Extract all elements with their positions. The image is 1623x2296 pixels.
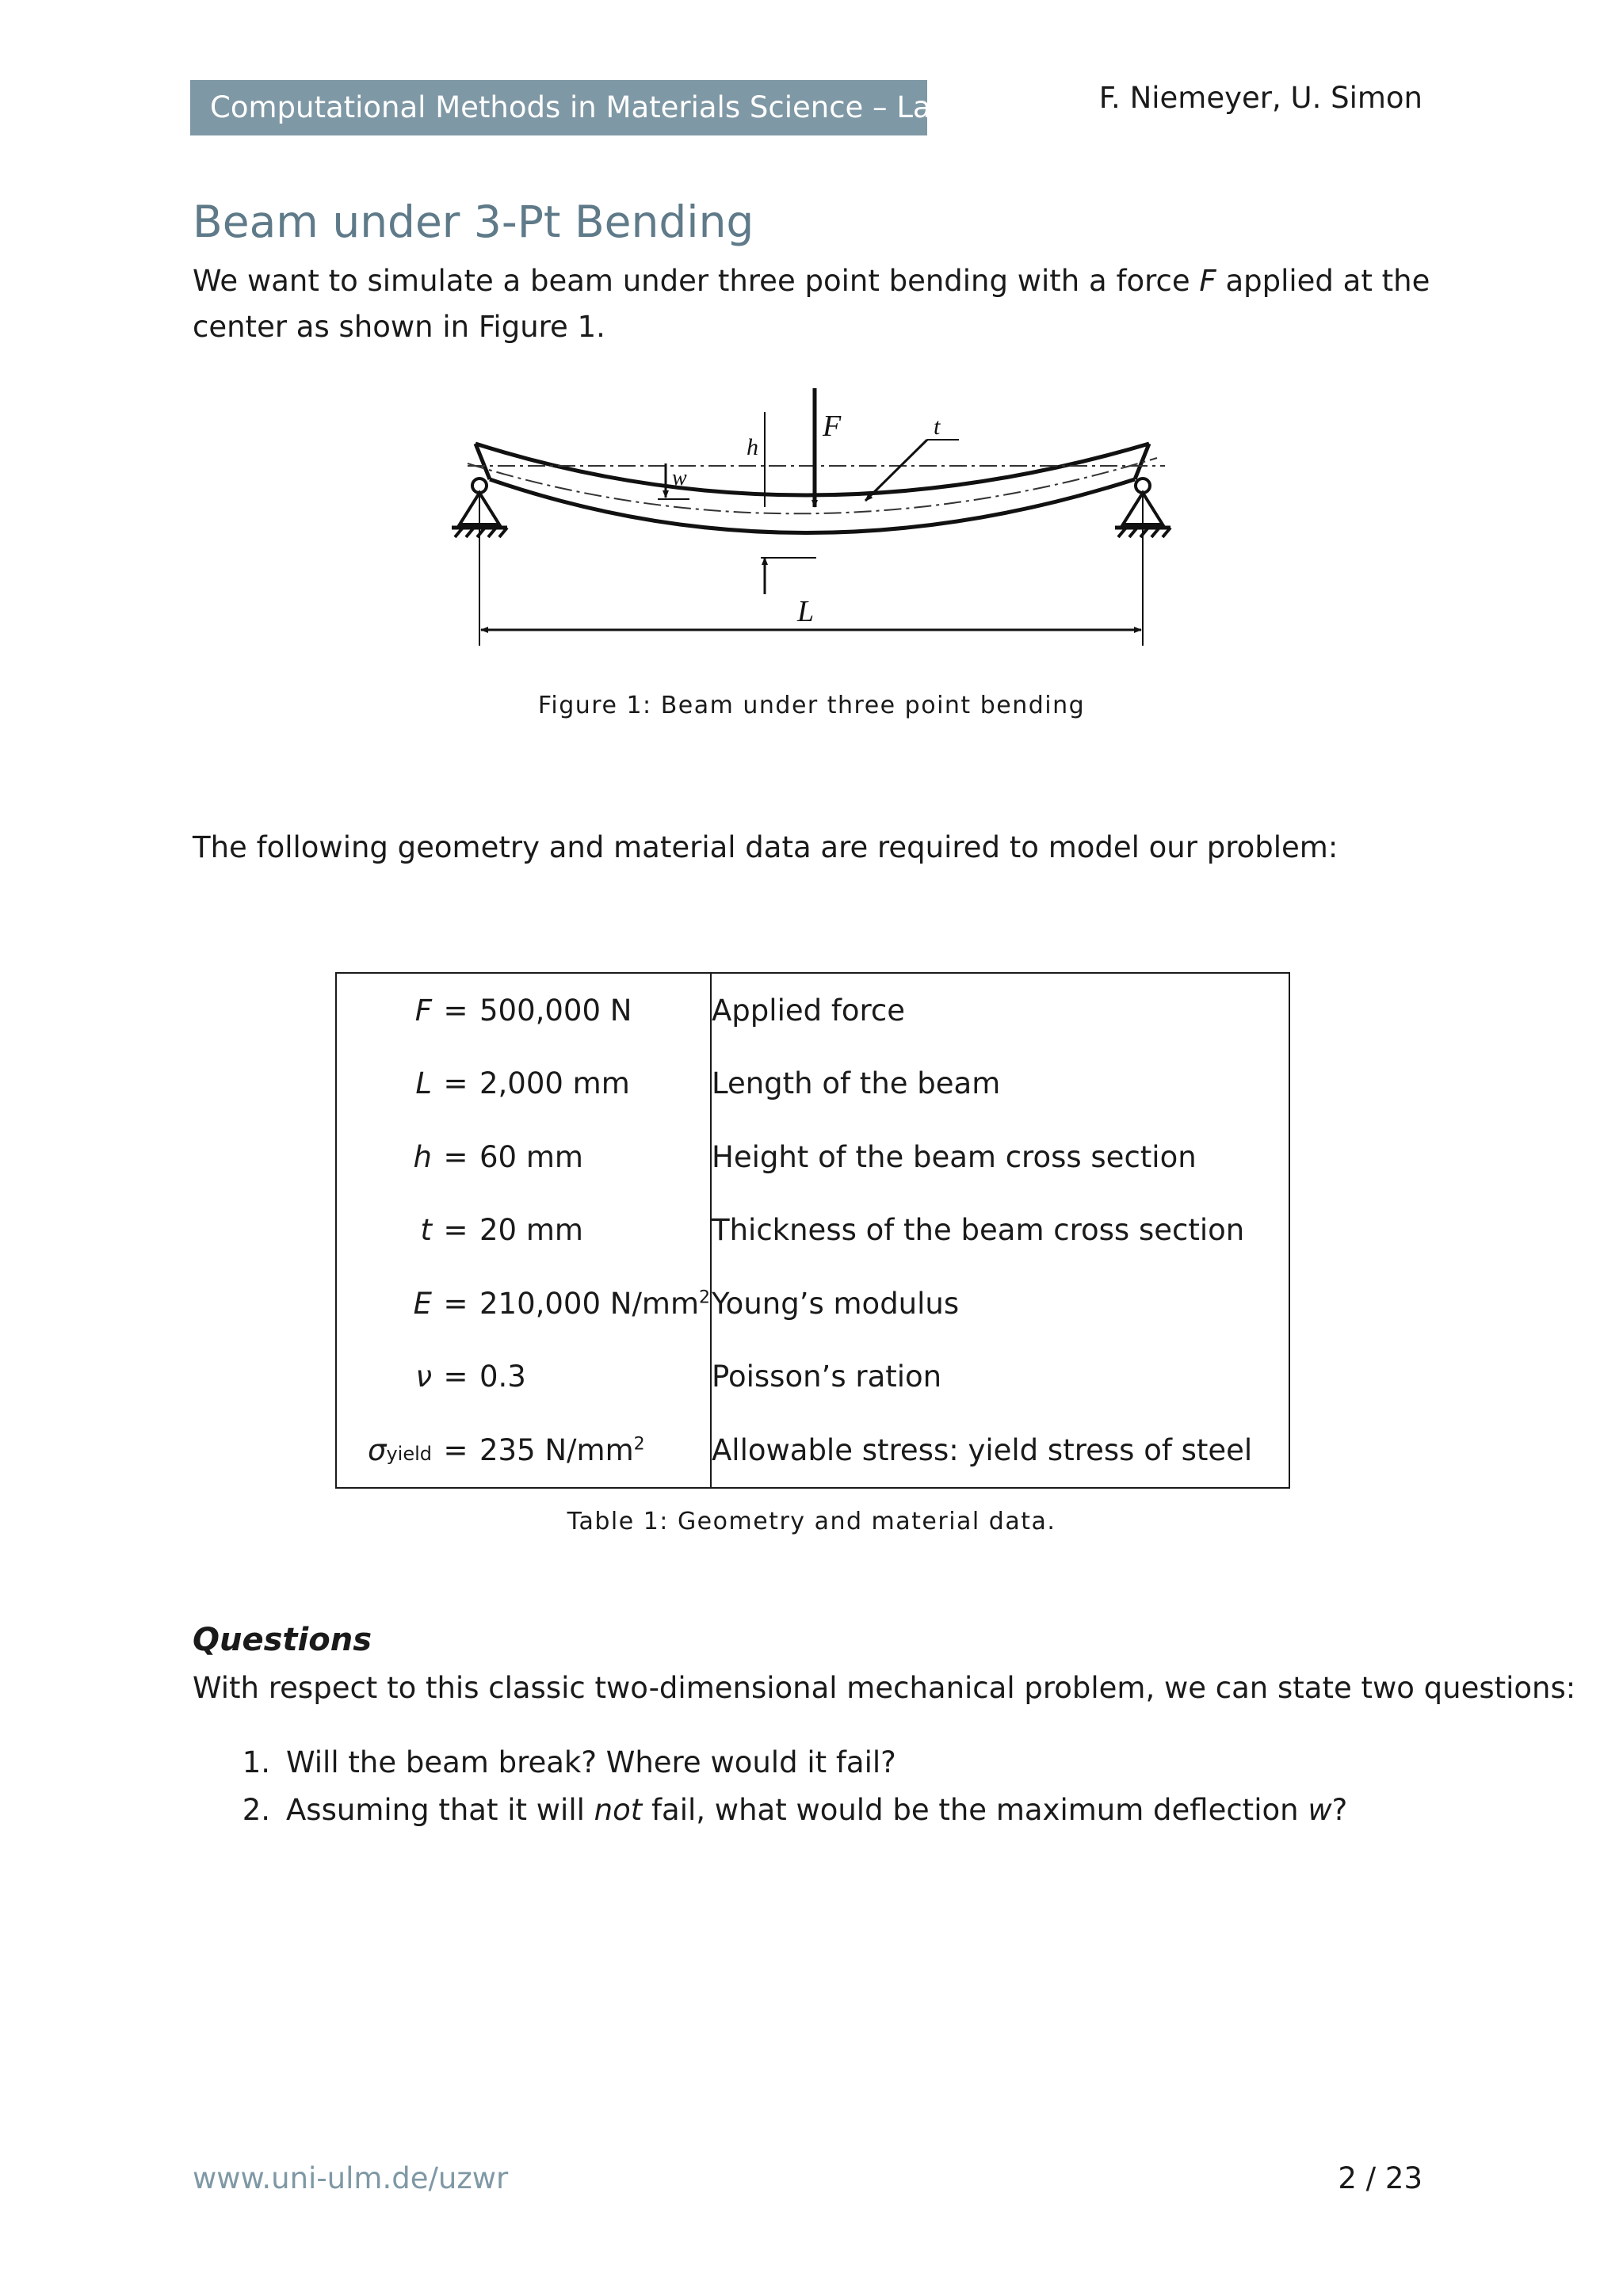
- table-row: [336, 1267, 1289, 1341]
- symbol-cell: E: [413, 1286, 432, 1321]
- description-cell: Young’s modulus: [712, 1286, 960, 1321]
- label-height: h: [747, 434, 758, 460]
- symbol-cell: L: [415, 1066, 432, 1101]
- symbol-cell: h: [413, 1139, 432, 1174]
- symbol-cell: ν: [415, 1360, 432, 1394]
- question-item: 1. Will the beam break? Where would it fail?: [242, 1745, 896, 1779]
- authors: F. Niemeyer, U. Simon: [1098, 81, 1423, 115]
- equals-cell: =: [443, 1139, 468, 1174]
- value-cell: 235 $N/mm^2$: [479, 1413, 711, 1488]
- table-row: [336, 1120, 1289, 1194]
- value-cell: 500,000 N: [479, 973, 711, 1047]
- description-cell: Poisson’s ration: [712, 1360, 942, 1394]
- description-cell: Applied force: [712, 993, 906, 1028]
- questions-list: [193, 1739, 1347, 1834]
- table-row: [336, 1047, 1289, 1121]
- question-item: 2. Assuming that it will not fail, what would be the maximum deflection w?: [242, 1793, 1348, 1827]
- beam-top-edge: [475, 444, 1149, 495]
- equals-cell: =: [443, 1286, 468, 1321]
- table-row: [336, 1194, 1289, 1268]
- description-cell: Height of the beam cross section: [712, 1139, 1197, 1174]
- section-title: Beam under 3-Pt Bending: [193, 196, 754, 247]
- course-header: Computational Methods in Materials Science – Lab 1: [190, 80, 927, 135]
- value-cell: 2,000 mm: [479, 1047, 711, 1121]
- description-cell: Allowable stress: yield stress of steel: [712, 1432, 1253, 1467]
- description-cell: Length of the beam: [712, 1066, 1001, 1101]
- equals-cell: =: [443, 1066, 468, 1101]
- data-intro: The following geometry and material data are required to model our problem:: [193, 830, 1338, 864]
- figure-caption: Figure 1: Beam under three point bending: [537, 692, 1086, 719]
- label-length: L: [797, 595, 815, 628]
- value-cell: 210,000 $N/mm^2$: [479, 1267, 711, 1341]
- label-deflection: w: [672, 466, 687, 490]
- label-force: F: [823, 410, 842, 443]
- table-row: [336, 1413, 1289, 1488]
- label-thickness: t: [934, 414, 941, 440]
- value-cell: 0.3: [479, 1341, 711, 1414]
- table-row: [336, 973, 1289, 1047]
- questions-lead: With respect to this classic two-dimensional mechanical problem, we can state two questions:: [193, 1671, 1576, 1705]
- table-row: [336, 1341, 1289, 1414]
- description-cell: Thickness of the beam cross section: [712, 1213, 1245, 1248]
- equals-cell: =: [443, 993, 468, 1028]
- table-caption: Table 1: Geometry and material data.: [567, 1508, 1056, 1535]
- beam-bottom-edge: [490, 479, 1135, 533]
- value-cell: 20 mm: [479, 1194, 711, 1268]
- beam-figure: [452, 372, 1181, 658]
- symbol-cell: t: [420, 1213, 432, 1248]
- footer-url[interactable]: www.uni-ulm.de/uzwr: [193, 2161, 509, 2195]
- equals-cell: =: [443, 1213, 468, 1248]
- symbol-cell: σyield: [368, 1432, 432, 1467]
- material-data-table: [335, 972, 1290, 1489]
- force-variable: F: [1199, 264, 1216, 298]
- equals-cell: =: [443, 1432, 468, 1467]
- questions-heading: Questions: [193, 1622, 372, 1658]
- symbol-cell: F: [414, 993, 432, 1028]
- value-cell: 60 mm: [479, 1120, 711, 1194]
- intro-paragraph: We want to simulate a beam under three point bending with a force F applied at the center as shown in Figure 1.: [193, 264, 1430, 344]
- page-number: 2 / 23: [1338, 2161, 1423, 2195]
- equals-cell: =: [443, 1360, 468, 1394]
